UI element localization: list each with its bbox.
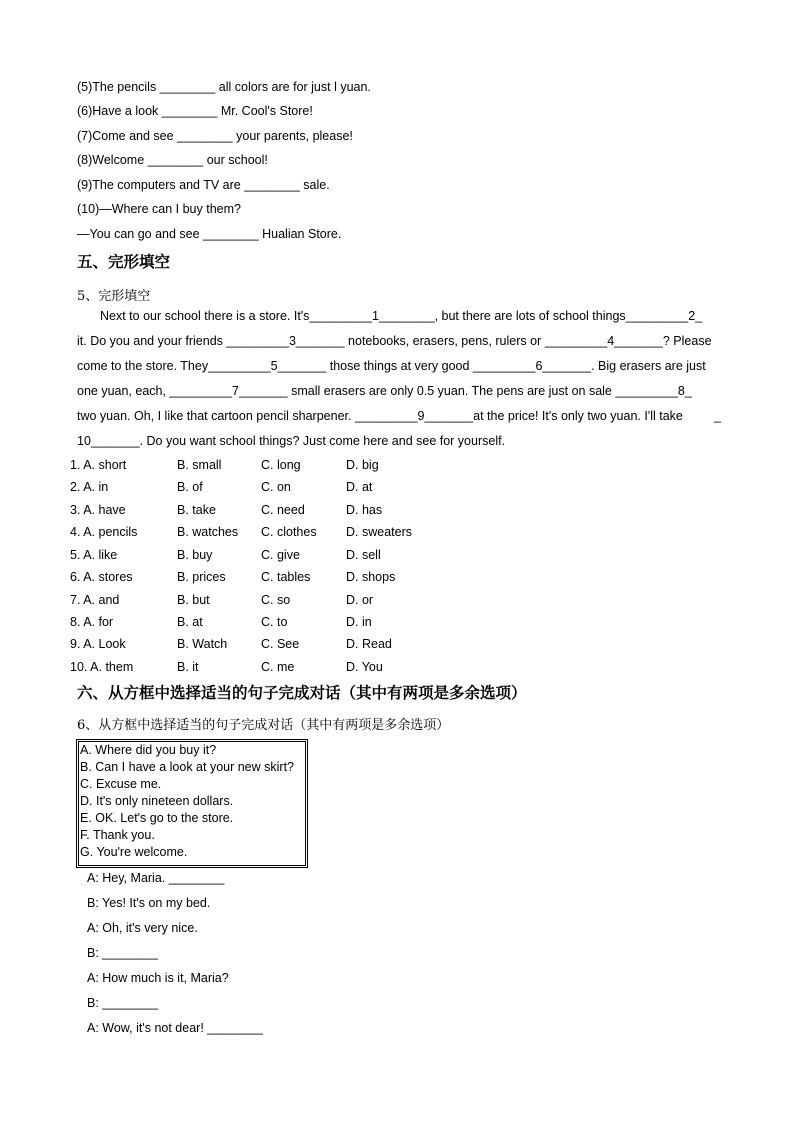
- option-4-b[interactable]: B. watches: [177, 525, 239, 539]
- blank-6[interactable]: _________6_______: [472, 359, 592, 373]
- option-10-a[interactable]: 10. A. them: [70, 660, 134, 674]
- dialogue-line-6: B: ________: [87, 996, 158, 1010]
- option-7-a[interactable]: 7. A. and: [70, 593, 120, 607]
- fill-blank-line-5: (5)The pencils ________ all colors are for just l yuan.: [77, 80, 371, 94]
- option-9-d[interactable]: D. Read: [346, 637, 392, 651]
- option-9-c[interactable]: C. See: [261, 637, 300, 651]
- option-8-b[interactable]: B. at: [177, 615, 203, 629]
- box-item-f: F. Thank you.: [80, 828, 155, 842]
- option-6-c[interactable]: C. tables: [261, 570, 311, 584]
- dialogue-line-3: A: Oh, it's very nice.: [87, 921, 198, 935]
- option-5-c[interactable]: C. give: [261, 548, 300, 562]
- passage-line-6: 10_______. Do you want school things? Just come here and see for yourself.: [77, 434, 506, 448]
- option-2-d[interactable]: D. at: [346, 480, 373, 494]
- fill-blank-line-8: (8)Welcome ________ our school!: [77, 153, 268, 167]
- option-10-b[interactable]: B. it: [177, 660, 199, 674]
- option-2-a[interactable]: 2. A. in: [70, 480, 109, 494]
- option-2-b[interactable]: B. of: [177, 480, 203, 494]
- option-6-b[interactable]: B. prices: [177, 570, 226, 584]
- option-10-d[interactable]: D. You: [346, 660, 383, 674]
- blank-8[interactable]: _________8_: [615, 384, 692, 398]
- fill-blank-line-10-question: (10)—Where can I buy them?: [77, 202, 241, 216]
- passage-line-2: it. Do you and your friends _________3_______ notebooks, erasers, pens, rulers or _________4_______? Please: [77, 334, 712, 348]
- option-3-b[interactable]: B. take: [177, 503, 216, 517]
- fill-blank-line-7: (7)Come and see ________ your parents, please!: [77, 129, 353, 143]
- option-7-d[interactable]: D. or: [346, 593, 374, 607]
- option-1-a[interactable]: 1. A. short: [70, 458, 127, 472]
- option-9-a[interactable]: 9. A. Look: [70, 637, 126, 651]
- option-4-c[interactable]: C. clothes: [261, 525, 317, 539]
- dialogue-line-7: A: Wow, it's not dear! ________: [87, 1021, 263, 1035]
- option-6-a[interactable]: 6. A. stores: [70, 570, 133, 584]
- option-5-d[interactable]: D. sell: [346, 548, 381, 562]
- option-8-c[interactable]: C. to: [261, 615, 288, 629]
- passage-line-1: Next to our school there is a store. It's_________1________, but there are lots of school things_________2_: [100, 309, 703, 323]
- option-4-a[interactable]: 4. A. pencils: [70, 525, 138, 539]
- option-8-a[interactable]: 8. A. for: [70, 615, 114, 629]
- passage-line-5-trailing: _: [714, 409, 721, 423]
- dialogue-line-2: B: Yes! It's on my bed.: [87, 896, 211, 910]
- blank-5[interactable]: _________5_______: [208, 359, 327, 373]
- option-2-c[interactable]: C. on: [261, 480, 291, 494]
- option-5-a[interactable]: 5. A. like: [70, 548, 118, 562]
- fill-blank-line-9: (9)The computers and TV are ________ sale.: [77, 178, 330, 192]
- option-1-d[interactable]: D. big: [346, 458, 379, 472]
- box-item-e: E. OK. Let's go to the store.: [80, 811, 234, 825]
- fill-blank-line-6: (6)Have a look ________ Mr. Cool's Store!: [77, 104, 313, 118]
- box-item-d: D. It's only nineteen dollars.: [80, 794, 234, 808]
- passage-line-3: come to the store. They_________5_______ those things at very good _________6_______. Big erasers are just: [77, 359, 706, 373]
- option-6-d[interactable]: D. shops: [346, 570, 396, 584]
- fill-blank-line-10-answer: —You can go and see ________ Hualian Store.: [77, 227, 342, 241]
- box-item-b: B. Can I have a look at your new skirt?: [80, 760, 294, 774]
- dialogue-line-4: B: ________: [87, 946, 158, 960]
- section-6-heading: 六、从方框中选择适当的句子完成对话（其中有两项是多余选项）: [77, 684, 527, 702]
- option-7-b[interactable]: B. but: [177, 593, 210, 607]
- blank-9[interactable]: _________9_______: [354, 409, 474, 423]
- option-9-b[interactable]: B. Watch: [177, 637, 228, 651]
- option-5-b[interactable]: B. buy: [177, 548, 213, 562]
- dialogue-line-1: A: Hey, Maria. ________: [87, 871, 225, 885]
- section-6-subheading: 6、从方框中选择适当的句子完成对话（其中有两项是多余选项）: [77, 718, 450, 733]
- blank-3[interactable]: _________3_______: [226, 334, 345, 348]
- option-3-c[interactable]: C. need: [261, 503, 305, 517]
- passage-line-5: two yuan. Oh, I like that cartoon pencil sharpener. _________9_______at the price! It's only two yuan. I'll take: [77, 409, 683, 423]
- option-4-d[interactable]: D. sweaters: [346, 525, 412, 539]
- section-5-subheading: 5、完形填空: [77, 289, 151, 304]
- option-1-c[interactable]: C. long: [261, 458, 301, 472]
- blank-7[interactable]: _________7_______: [169, 384, 288, 398]
- option-7-c[interactable]: C. so: [261, 593, 291, 607]
- option-10-c[interactable]: C. me: [261, 660, 295, 674]
- option-3-d[interactable]: D. has: [346, 503, 383, 517]
- option-1-b[interactable]: B. small: [177, 458, 222, 472]
- option-3-a[interactable]: 3. A. have: [70, 503, 126, 517]
- blank-4[interactable]: _________4_______: [544, 334, 663, 348]
- section-5-heading: 五、完形填空: [77, 253, 171, 271]
- dialogue-line-5: A: How much is it, Maria?: [87, 971, 229, 985]
- box-item-a: A. Where did you buy it?: [80, 743, 217, 757]
- option-8-d[interactable]: D. in: [346, 615, 372, 629]
- blank-1[interactable]: _________1________: [309, 309, 435, 323]
- box-item-c: C. Excuse me.: [80, 777, 162, 791]
- blank-2[interactable]: _________2_: [625, 309, 703, 323]
- choice-box: [76, 739, 308, 868]
- box-item-g: G. You're welcome.: [80, 845, 188, 859]
- passage-line-4: one yuan, each, _________7_______ small erasers are only 0.5 yuan. The pens are just on sale _________8_: [77, 384, 692, 398]
- blank-10[interactable]: 10_______: [77, 434, 140, 448]
